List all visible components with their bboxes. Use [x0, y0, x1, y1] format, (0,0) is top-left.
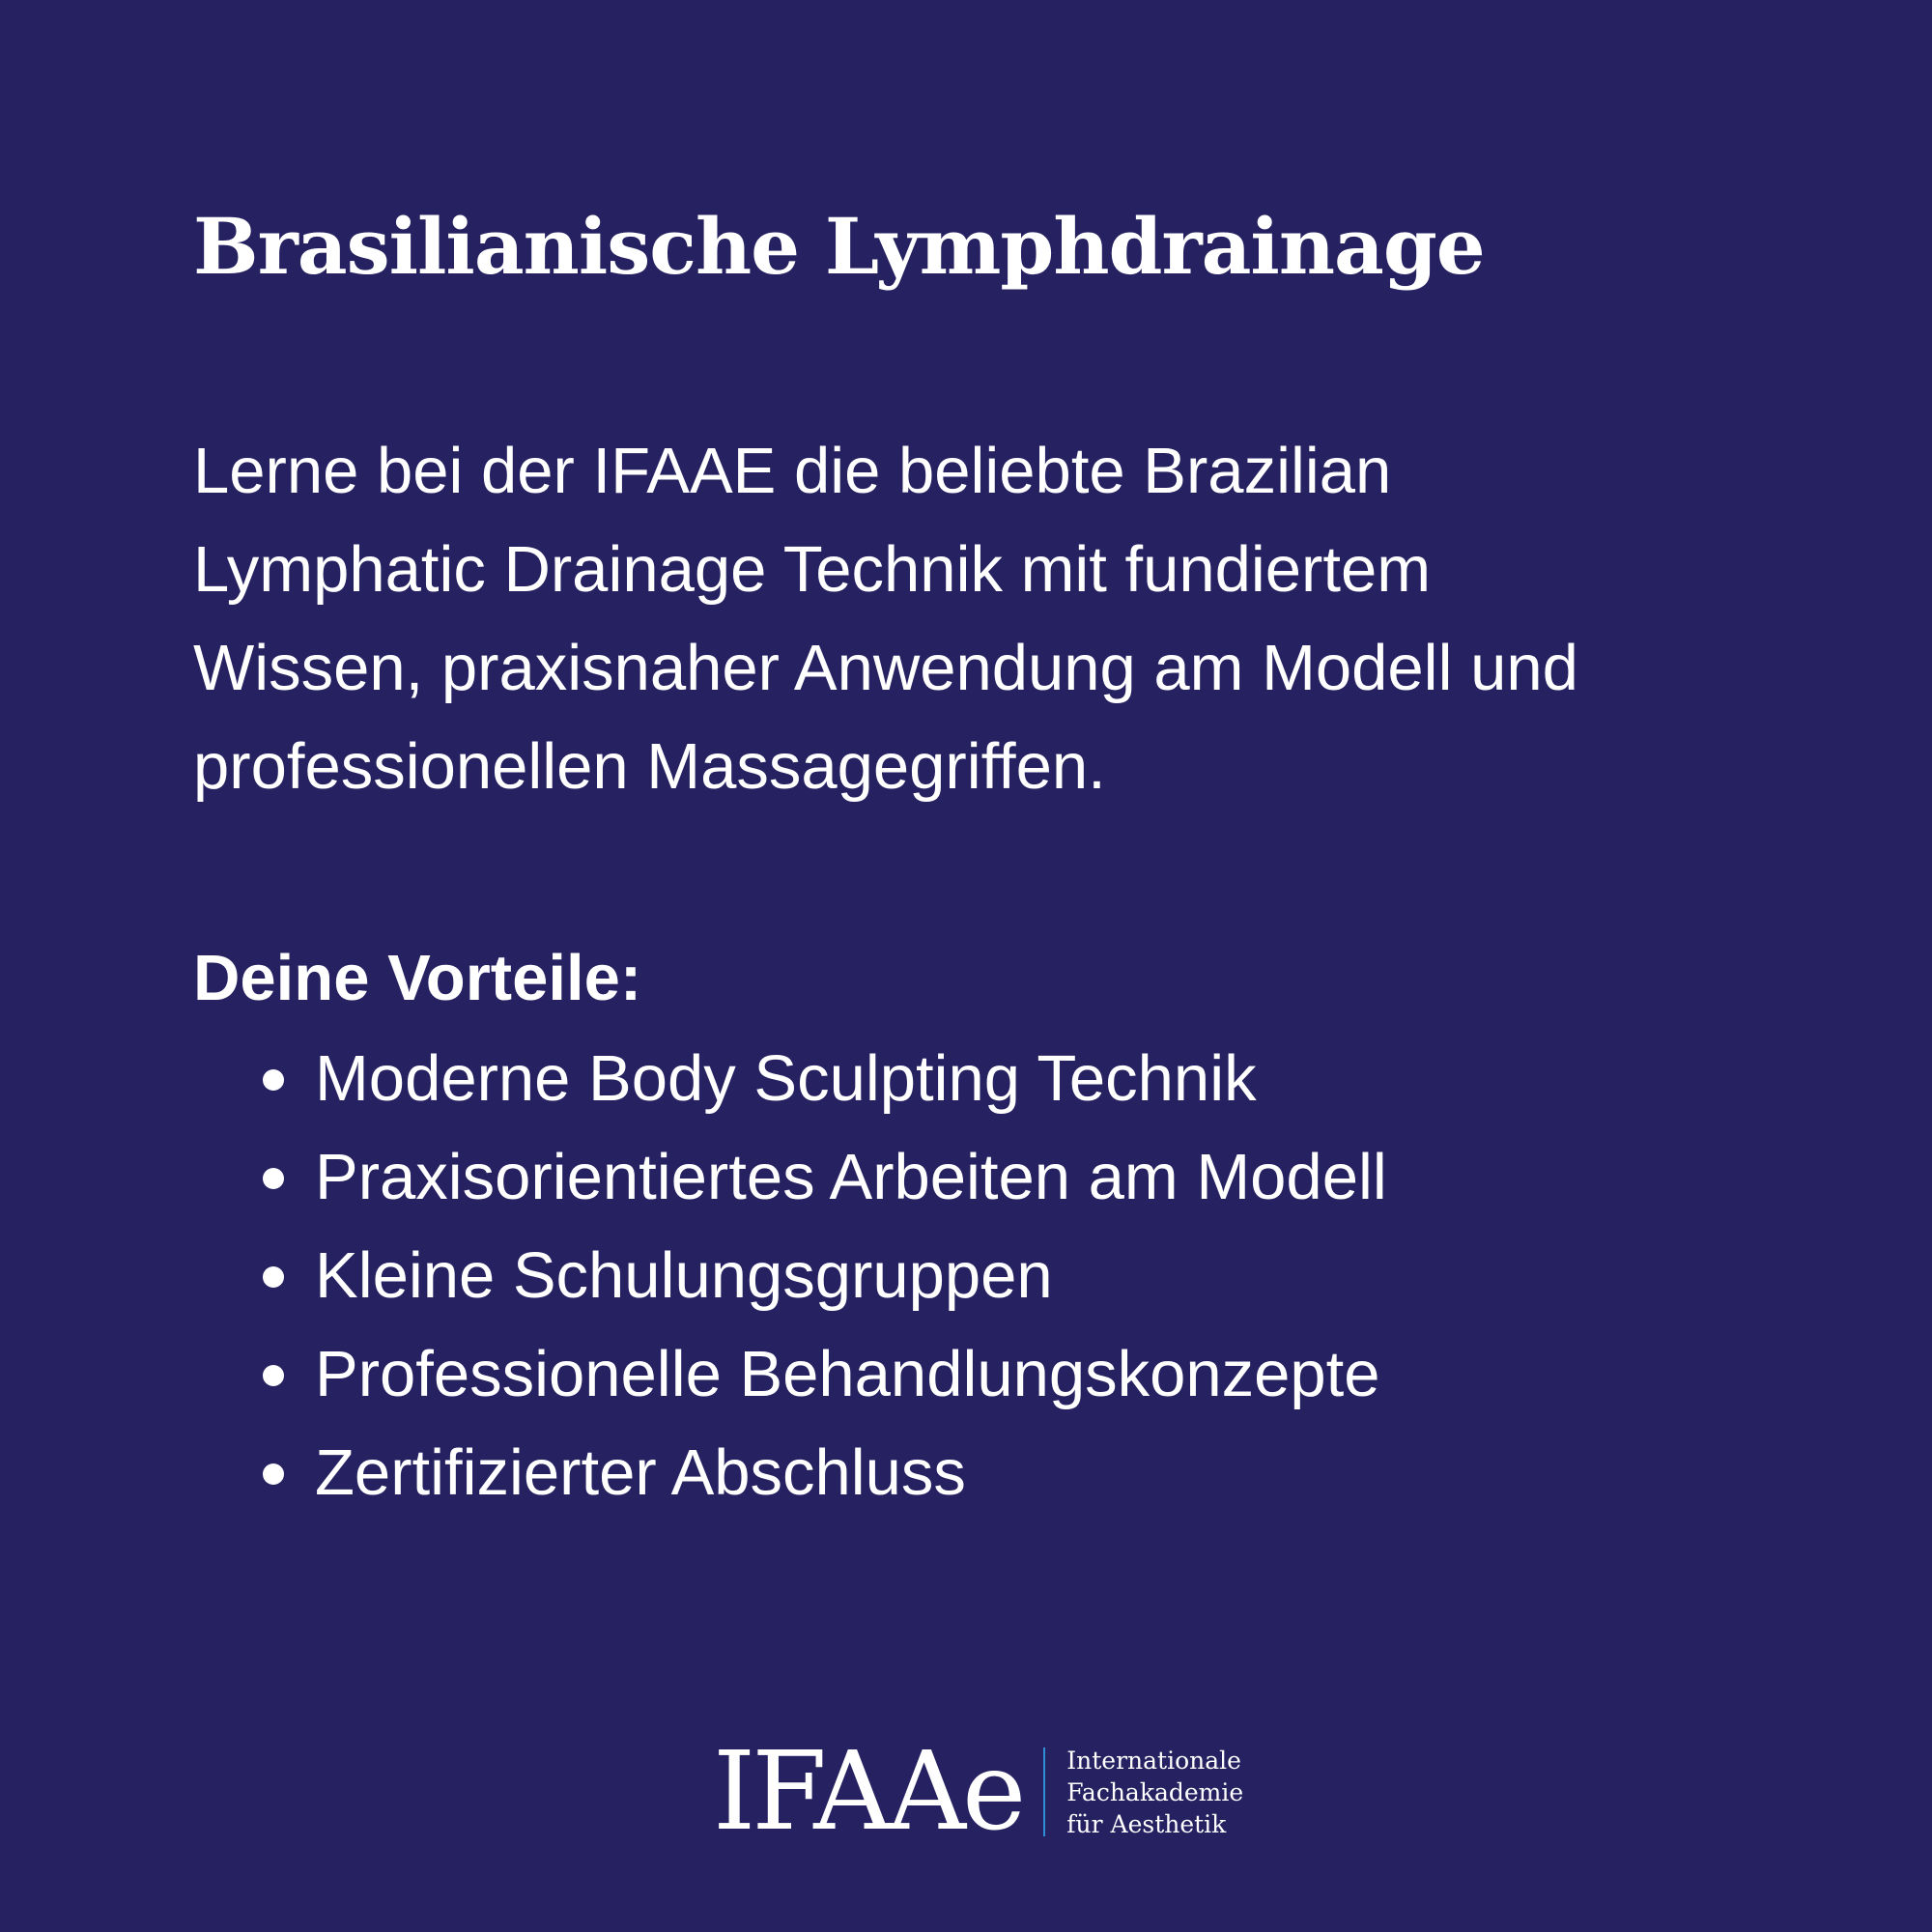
bullet-icon [263, 1463, 284, 1485]
bullet-icon [263, 1365, 284, 1386]
benefit-item [193, 1227, 1387, 1325]
benefits-list [193, 1030, 1387, 1522]
logo-wordmark: IFAAe [713, 1729, 1023, 1855]
intro-line: Wissen, praxisnaher Anwendung am Modell und [193, 632, 1578, 704]
benefit-item [193, 1424, 1387, 1522]
benefit-label: Professionelle Behandlungskonzepte [315, 1338, 1380, 1410]
benefit-label: Kleine Schulungsgruppen [315, 1239, 1053, 1312]
logo-tagline [1066, 1745, 1243, 1840]
benefit-item [193, 1325, 1387, 1424]
intro-line: professionellen Massagegriffen. [193, 730, 1106, 803]
benefit-item [193, 1128, 1387, 1227]
ifaae-logo [713, 1729, 1244, 1855]
intro-line: Lerne bei der IFAAE die beliebte Brazilian [193, 435, 1392, 507]
intro-line: Lymphatic Drainage Technik mit fundiertem [193, 533, 1432, 606]
logo-tagline-line: Internationale [1066, 1746, 1241, 1775]
bullet-icon [263, 1168, 284, 1189]
logo-tagline-line: für Aesthetik [1066, 1809, 1227, 1838]
bullet-icon [263, 1266, 284, 1288]
benefit-label: Moderne Body Sculpting Technik [315, 1042, 1257, 1115]
benefit-label: Praxisorientiertes Arbeiten am Modell [315, 1141, 1387, 1213]
logo-tagline-line: Fachakademie [1066, 1777, 1244, 1806]
intro-text [193, 422, 1758, 816]
benefit-item [193, 1030, 1387, 1128]
page-title: Brasilianische Lymphdrainage [193, 201, 1485, 292]
benefit-label: Zertifizierter Abschluss [315, 1436, 966, 1509]
logo-divider [1043, 1747, 1045, 1836]
bullet-icon [263, 1069, 284, 1091]
benefits-heading: Deine Vorteile: [193, 942, 642, 1014]
